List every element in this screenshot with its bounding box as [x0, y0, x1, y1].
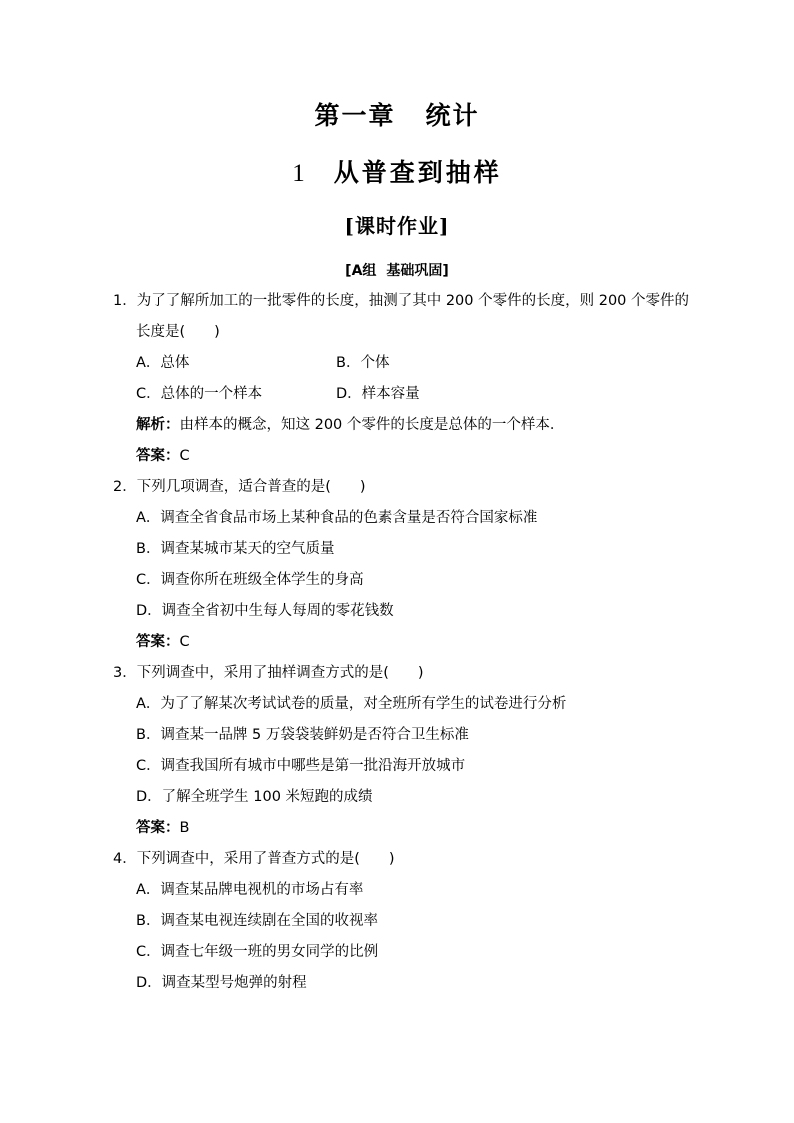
option-b: B．个体: [336, 355, 390, 371]
analysis: [113, 410, 693, 441]
homework-title: [课时作业]: [344, 214, 450, 238]
option-b: B．调查某一品牌 5 万袋袋装鲜奶是否符合卫生标准: [136, 727, 469, 743]
answer: [113, 627, 693, 658]
option-b: B．调查某电视连续剧在全国的收视率: [136, 913, 378, 929]
option-b: B．调查某城市某天的空气质量: [136, 541, 335, 557]
answer: [113, 441, 693, 472]
answer-value: B: [179, 820, 190, 836]
answer-label: 答案：: [136, 820, 180, 836]
option-row: [113, 379, 693, 410]
section-number: 1: [292, 160, 308, 187]
analysis-text: 由样本的概念，知这 200 个零件的长度是总体的一个样本．: [179, 417, 565, 433]
question-list: [113, 286, 693, 999]
answer-label: 答案：: [136, 448, 180, 464]
section-title: [0, 153, 794, 189]
analysis-label: 解析：: [136, 417, 180, 433]
option-c: C．调查我国所有城市中哪些是第一批沿海开放城市: [136, 758, 466, 774]
option-d: D．调查全省初中生每人每周的零花钱数: [136, 603, 394, 619]
section-name: 从普查到抽样: [333, 158, 502, 187]
option-d: D．样本容量: [336, 386, 420, 402]
option-a: A．总体: [136, 355, 190, 371]
option-c: C．调查你所在班级全体学生的身高: [136, 572, 364, 588]
option-a: A．调查全省食品市场上某种食品的色素含量是否符合国家标准: [136, 510, 538, 526]
option-c: C．调查七年级一班的男女同学的比例: [136, 944, 379, 960]
answer-value: C: [179, 634, 190, 650]
question-stem: 1．为了了解所加工的一批零件的长度，抽测了其中 200 个零件的长度，则 200 个零件的长度是( ): [113, 293, 690, 340]
answer: [113, 813, 693, 844]
group-label: [A组: [345, 263, 377, 279]
answer-value: C: [179, 448, 190, 464]
option-c: C．总体的一个样本: [136, 386, 263, 402]
question-stem: 2．下列几项调查，适合普查的是( ): [113, 479, 366, 495]
chapter-topic: 统计: [425, 101, 480, 130]
option-d: D．调查某型号炮弹的射程: [136, 975, 307, 991]
chapter-title: [0, 96, 794, 132]
option-d: D．了解全班学生 100 米短跑的成绩: [136, 789, 373, 805]
option-a: A．为了了解某次考试试卷的质量，对全班所有学生的试卷进行分析: [136, 696, 567, 712]
group-name: 基础巩固]: [386, 263, 449, 279]
option-row: [113, 348, 693, 379]
question-stem: 3．下列调查中，采用了抽样调查方式的是( ): [113, 665, 424, 681]
group-title: [0, 260, 794, 280]
answer-label: 答案：: [136, 634, 180, 650]
question-stem: 4．下列调查中，采用了普查方式的是( ): [113, 851, 395, 867]
option-a: A．调查某品牌电视机的市场占有率: [136, 882, 364, 898]
chapter-label: 第一章: [314, 101, 396, 130]
